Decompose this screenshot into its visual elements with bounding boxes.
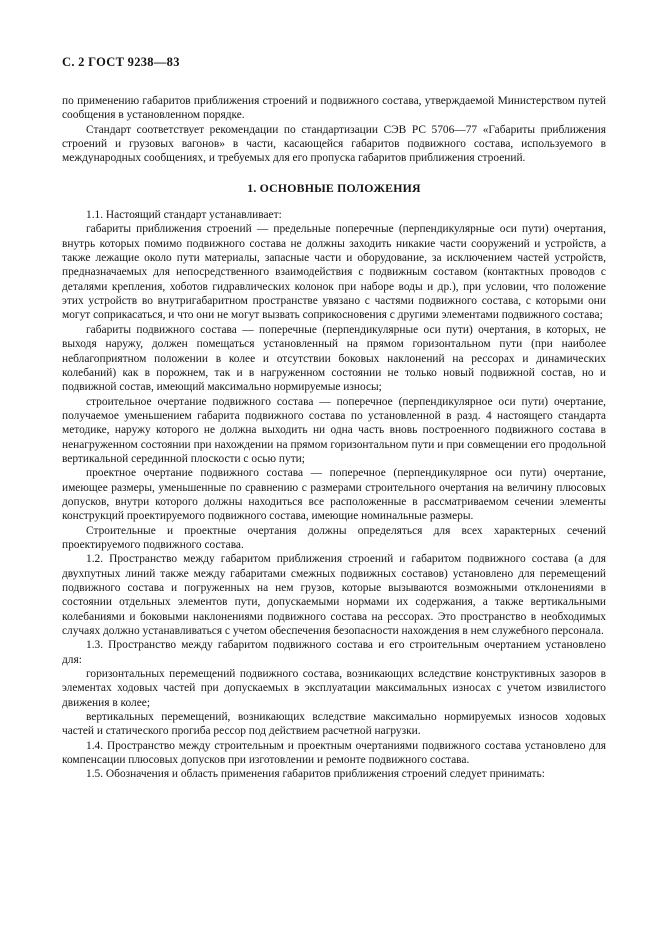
paragraph-intro-continuation: по применению габаритов приближения строений и подвижного состава, утверждаемой Министерством путей сообщения в установленном порядке.: [62, 95, 606, 122]
paragraph-1-2: 1.2. Пространство между габаритом приближения строений и габаритом подвижного состава (а для двухпутных линий также между габаритами смежных подвижных составов) установлено для перемещений подвижного состава и погруженных на нем грузов, которые вызываются возможными отклонениями в состоянии отдельных элементов пути, допускаемыми нормами их содержания, а также вертикальными колебаниями и боковыми наклонениями подвижного состава на рессорах. Это пространство в необходимых случаях должно устанавливаться с учетом обеспечения безопасности нахождения в нем служебного персонала.: [62, 553, 606, 638]
paragraph-1-4: 1.4. Пространство между строительным и проектным очертаниями подвижного состава установлено для компенсации плюсовых допусков при изготовлении и ремонте подвижного состава.: [62, 739, 606, 767]
paragraph-outlines-note: Строительные и проектные очертания должны определяться для всех характерных сечений проектируемого подвижного состава.: [62, 524, 606, 551]
paragraph-def-construction-outline: строительное очертание подвижного состава — поперечное (перпендикулярное оси пути) очертание, получаемое уменьшением габарита подвижного состава по установленной в разд. 4 настоящего стандарта методике, наружу которого не должна выходить ни одна часть вновь построенного подвижного состава в ненагруженном состоянии при нахождении на прямом горизонтальном пути и при совмещении его продольной вертикальной серединной плоскости с осью пути;: [62, 395, 606, 465]
document-content: [62, 94, 606, 782]
paragraph-1-3-horizontal: горизонтальных перемещений подвижного состава, возникающих вследствие конструктивных зазоров в элементах ходовых частей при допускаемых в эксплуатации максимальных износах с учетом извилистого движения в колее;: [62, 668, 606, 709]
page-header: С. 2 ГОСТ 9238—83: [62, 55, 180, 69]
paragraph-def-rolling-stock-clearance: габариты подвижного состава — поперечные (перпендикулярные оси пути) очертания, в которых, не выходя наружу, должен помещаться установленный на прямом горизонтальном пути (при наиболее неблагоприятном положении в колее и отсутствии боковых наклонений на рессорах и динамических колебаний) как в порожнем, так и в нагруженном состоянии не только новый подвижной состав, но и подвижной состав, имеющий максимально нормируемые износы;: [62, 323, 606, 394]
paragraph-def-design-outline: проектное очертание подвижного состава — поперечное (перпендикулярное оси пути) очертание, имеющее размеры, уменьшенные по сравнению с размерами строительного очертания на величину плюсовых допусков, внутри которого должны находиться все расположенные в рассматриваемом сечении элементы конструкций проектируемого подвижного состава, имеющие номинальные размеры.: [62, 467, 606, 523]
section-heading: 1. ОСНОВНЫЕ ПОЛОЖЕНИЯ: [247, 180, 421, 195]
paragraph-intro-standard-note: Стандарт соответствует рекомендации по стандартизации СЭВ РС 5706—77 «Габариты приближения строений и грузовых вагонов» в части, касающейся габаритов подвижного состава, используемого в международных сообщениях, и требуемых для его пропуска габаритов приближения строений.: [62, 123, 606, 165]
page-body: [62, 55, 606, 782]
paragraph-1-5: 1.5. Обозначения и область применения габаритов приближения строений следует принимать:: [86, 768, 545, 781]
paragraph-def-approach-clearance: габариты приближения строений — предельные поперечные (перпендикулярные оси пути) очертания, внутрь которых помимо подвижного состава не должны заходить никакие части сооружений и устройств, а также лежащие около пути материалы, запасные части и оборудование, за исключением частей устройств, предназначаемых для непосредственного взаимодействия с подвижным составом (контактных проводов с деталями крепления, хоботов гидравлических колонок при наборе воды и др.), при условии, что положение этих устройств во внутригабаритном пространстве увязано с частями подвижного состава, с которыми они могут соприкасаться, и что они не могут вызвать соприкосновения с другими элементами подвижного состава;: [62, 223, 606, 322]
paragraph-1-1: 1.1. Настоящий стандарт устанавливает:: [86, 209, 282, 222]
paragraph-1-3-vertical: вертикальных перемещений, возникающих вследствие максимально нормируемых износов ходовых частей и статического прогиба рессор под действием расчетной нагрузки.: [62, 711, 606, 738]
paragraph-1-3: 1.3. Пространство между габаритом подвижного состава и его строительным очертанием установлено для:: [62, 639, 606, 666]
